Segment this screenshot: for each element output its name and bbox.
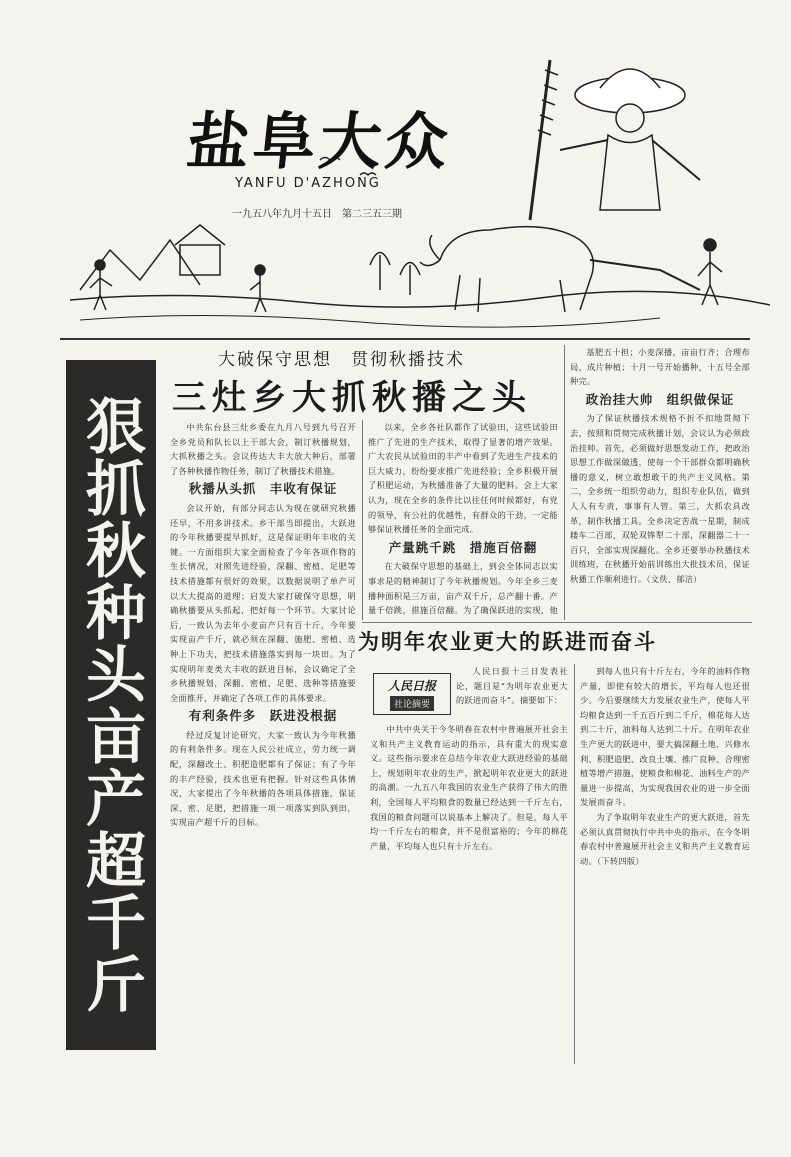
section-heading-2: 有利条件多 跃进没根据 <box>188 708 338 724</box>
editorial-intro-text: 人民日报十三日发表社论，题目是“为明年农业更大的跃进而奋斗”。摘要如下： <box>456 666 568 706</box>
editorial-column-1 <box>370 722 568 1067</box>
lead-col2-body: 以来，全乡各社队都作了试验田，这些试验田推广了先进的生产技术，取得了显著的增产效果。广大农民从试验田的丰产中看到了先进生产技术的巨大威力，纷纷要求推广先进经验；全乡积极开展了积肥运动，为秋播准备了大量的肥料。会上大家认为，现在全乡的条件比以往任何时候都好，有党的领导，有公社的优越性，有群众的干劲，一定能够保证秋播任务的全面完成。 <box>368 422 558 535</box>
lead-col3-body: 基肥五十担；小麦深播，亩亩行齐；合理布局，成片种植；十月一号开始播种，十五号全部种完。 <box>570 347 750 387</box>
masthead-divider <box>60 338 750 340</box>
editorial-body-1: 中共中央关于今冬明春在农村中普遍展开社会主义和共产主义教育运动的指示，具有重大的现实意义。这些指示要求在总结今年农业大跃进经验的基础上，规划明年农业的生产，掀起明年农业更大的跃进的高潮。一九五八年我国的农业生产获得了伟大的胜利，全国每人平均粮食的数量已经达到一千斤左右，我国的粮食问题可以说基本上解决了。但是，每人平均一千斤左右的粮食，并不是很富裕的；今年的棉花产量，平均每人也只有十斤左右。 <box>370 724 568 851</box>
section-body-1: 会议开始，有部分同志认为现在就研究秋播还早，不用多讲技术。乡干部当即提出，大跃进的今年秋播要提早抓好，这是保证明年丰收的关键。一方面组织大家全面检查了今年各项作物的生长情况，对照先进经验，深翻、密植、足肥等技术措施都有很好的效果，以数据说明了单产可以大大提高的道理；启发大家打破保守思想，明确秋播要从头抓起，把好每一个环节。大家讨论后，一致认为去年小麦亩产只有百十斤，今年要实现亩产千斤，就必须在深翻、施肥、密植、选种上下功夫，把技术措施落实到每一块田。为了实现明年麦类大丰收的跃进目标，会议确定了全乡秋播规划，深翻、密植、足肥、选种等措施要全面推开，并确定了各项工作的具体要求。 <box>170 502 356 703</box>
lead-column-3 <box>570 345 750 617</box>
column-divider <box>574 664 575 1064</box>
section-body-4: 为了保证秋播技术规格不折不扣地贯彻下去，按照和贯彻完成秋播计划，会议认为必须政治挂帅。首先，必须做好思想发动工作，把政治思想工作做深做透，使每一个干部群众都明确秋播的意义，树立敢想敢干的共产主义风格。第二，全乡统一组织劳动力，组织专业队伍，做到人人有专责，事事有人管。第三，大抓农具改革，制作秋播工具。全乡决定苦战一星期，制成耧车二百部，双轮双铧犁二十部，深翻器二十一百只，全部实现深翻化。全乡还要举办秋播技术训练班，在秋播开始前训练出大批技术员，保证秋播工作顺利进行。（文佚、郁洁） <box>570 413 750 584</box>
section-divider <box>362 622 752 623</box>
side-banner <box>66 360 156 1050</box>
masthead-pinyin: YANFU D'AZHONG <box>235 176 381 191</box>
issue-date: 一九五八年九月十五日 第二三五三期 <box>232 209 402 220</box>
column-divider <box>362 420 363 620</box>
masthead-title: 盐阜大众 <box>183 105 456 178</box>
section-heading-4: 政治挂大帅 组织做保证 <box>585 391 735 407</box>
section-heading-3: 产量跳千跳 措施百倍翻 <box>388 539 538 555</box>
section-body-2: 经过反复讨论研究，大家一致认为今年秋播的有利条件多。现在人民公社成立，劳力统一调配，深翻改土、积肥造肥都有了保证；有了今年的丰产经验，技术也更有把握。针对这些具体情况，大家提出了今年秋播的各项具体措施，保证深、密、足肥，把措施一项一项落实到队到田，实现亩产超千斤的目标。 <box>170 729 356 828</box>
lead-headline: 三灶乡大抓秋播之头 <box>172 378 532 418</box>
lead-column-2 <box>368 420 558 618</box>
section-heading-1: 秋播从头抓 丰收有保证 <box>188 481 338 497</box>
editorial-column-2 <box>580 664 750 1064</box>
section-body-3: 在大破保守思想的基础上，到会全体同志以实事求是的精神制订了今年秋播规划。今年全乡三麦播种面积是三万亩，亩产双千斤，总产翻十番。产量千倍跳，措施百倍翻。为了确保跃进的实现，他 <box>368 561 558 616</box>
lead-subheadline: 大破保守思想 贯彻秋播技术 <box>218 350 465 370</box>
editorial-body-2: 到每人也只有十斤左右，今年的油料作物产量，即使有较大的增长，平均每人也还很少。今后要继续大力发展农业生产，使每人平均粮食达到一千五百斤到二千斤，棉花每人达到二十斤，油料每人达到二十斤。在明年农业生产更大的跃进中，要大搞深翻土地、兴修水利、积肥造肥、改良土壤、推广良种、合理密植等增产措施，使粮食和棉花、油料生产的产量进一步提高，为实现我国农业的进一步全面发展而奋斗。 <box>580 666 750 808</box>
editorial-intro <box>456 664 568 720</box>
source-logo: 人民日报 <box>387 679 436 693</box>
lead-column-1 <box>170 420 356 1080</box>
editorial-headline: 为明年农业更大的跃进而奋斗 <box>358 629 657 654</box>
editorial-source-box <box>373 673 451 715</box>
side-banner-text: 狠抓秋种头亩产超千斤 <box>76 395 146 1015</box>
editorial-closing: 为了争取明年农业生产的更大跃进，首先必须认真贯彻执行中共中央的指示，在今冬明春农村中普遍展开社会主义和共产主义教育运动。（下转四版） <box>580 811 750 866</box>
column-divider <box>564 345 565 620</box>
lead-intro: 中共东台县三灶乡委在九月八号到九号召开全乡党员和队长以上干部大会，制订秋播规划，大抓秋播之头。会议传达大丰大放大种后，部署了各种秋播作物任务，制订了秋播技术措施。 <box>170 422 356 476</box>
source-label: 社论摘要 <box>390 696 434 711</box>
masthead-illustration <box>60 40 780 340</box>
